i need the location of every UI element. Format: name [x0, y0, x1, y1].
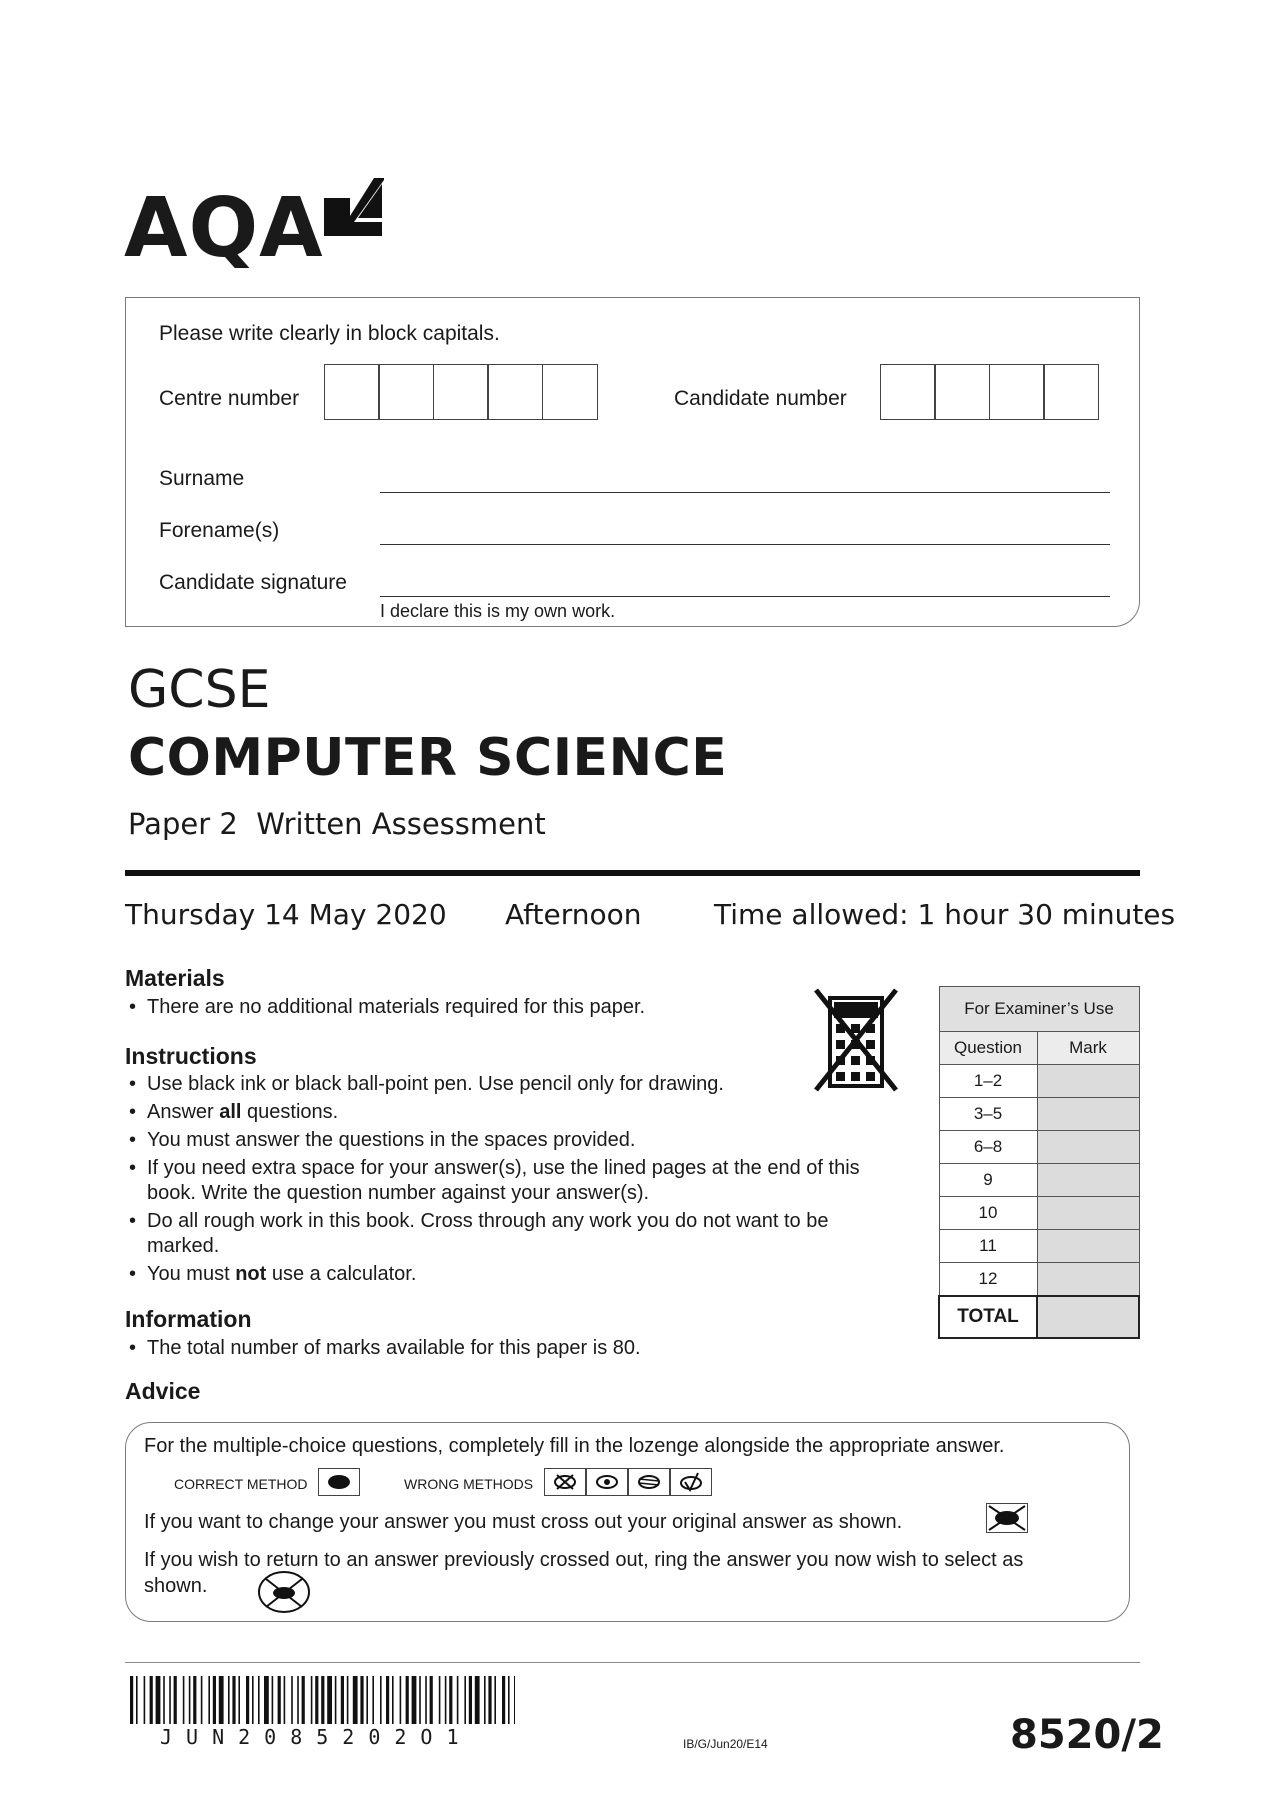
examiner-use-table: [938, 986, 1140, 1339]
barcode-text: JUN2085202O1: [160, 1725, 473, 1749]
logo-mark-icon: [324, 178, 384, 238]
question-column-header: Question: [939, 1032, 1037, 1065]
list-item: • Use black ink or black ball-point pen. Use pencil only for drawing.: [125, 1072, 905, 1097]
information-heading: Information: [125, 1306, 252, 1332]
declaration-text: I declare this is my own work.: [380, 601, 616, 621]
list-item: • You must not use a calculator.: [125, 1262, 905, 1287]
paper-title: Paper 2 Written Assessment: [128, 807, 546, 841]
ringed-lozenge-icon: [256, 1569, 312, 1615]
logo-text: AQA: [124, 181, 324, 276]
table-row: 11: [939, 1230, 1139, 1263]
wrong-methods-label: WRONG METHODS: [404, 1476, 534, 1492]
wrong-method-hatch: [628, 1468, 670, 1496]
list-item: • There are no additional materials required for this paper.: [125, 995, 805, 1020]
advice-box: [125, 1422, 1130, 1622]
list-item: • Answer all questions.: [125, 1100, 905, 1125]
hatched-lozenge-icon: [636, 1473, 662, 1491]
list-item: • Do all rough work in this book. Cross through any work you do not want to be marked.: [125, 1209, 887, 1259]
block-capitals-instruction: Please write clearly in block capitals.: [159, 322, 500, 345]
total-row: TOTAL: [939, 1296, 1139, 1338]
surname-field[interactable]: [380, 492, 1110, 493]
time-allowed: Time allowed: 1 hour 30 minutes: [714, 898, 1176, 931]
advice-line-2: If you want to change your answer you must cross out your original answer as shown.: [144, 1511, 903, 1533]
examiner-table-title: For Examiner’s Use: [939, 987, 1139, 1032]
table-row: 10: [939, 1197, 1139, 1230]
ticked-lozenge-icon: [678, 1472, 704, 1492]
wrong-method-cross: [544, 1468, 586, 1496]
list-item: • You must answer the questions in the spaces provided.: [125, 1128, 905, 1153]
table-row: 12: [939, 1263, 1139, 1297]
table-row: 3–5: [939, 1098, 1139, 1131]
correct-method-label: CORRECT METHOD: [174, 1476, 308, 1492]
paper-reference: IB/G/Jun20/E14: [683, 1737, 768, 1751]
barcode-icon: [130, 1676, 515, 1724]
title-rule: [125, 870, 1140, 876]
forename-field[interactable]: [380, 544, 1110, 545]
crossed-out-lozenge-icon: [987, 1504, 1027, 1532]
correct-method-lozenge: [318, 1468, 360, 1496]
footer-rule: [125, 1662, 1140, 1663]
crossed-out-example: [986, 1503, 1028, 1533]
wrong-method-dot: [586, 1468, 628, 1496]
subject-title: COMPUTER SCIENCE: [128, 728, 728, 788]
exam-session: Afternoon: [505, 898, 642, 931]
candidate-number-label: Candidate number: [674, 387, 847, 410]
table-row: 9: [939, 1164, 1139, 1197]
materials-list: [125, 995, 805, 1023]
qualification-level: GCSE: [128, 660, 271, 720]
advice-heading: Advice: [125, 1378, 201, 1404]
materials-heading: Materials: [125, 965, 225, 991]
forename-label: Forename(s): [159, 519, 280, 542]
wrong-method-tick: [670, 1468, 712, 1496]
crossed-lozenge-icon: [552, 1473, 578, 1491]
centre-number-boxes[interactable]: [325, 364, 598, 420]
candidate-details-box: [125, 297, 1140, 627]
paper-code: 8520/2: [1010, 1712, 1164, 1758]
information-list: [125, 1336, 825, 1364]
advice-line-3a: If you wish to return to an answer previously crossed out, ring the answer you now wish to select as: [144, 1549, 1024, 1571]
instructions-heading: Instructions: [125, 1043, 257, 1069]
dotted-lozenge-icon: [594, 1473, 620, 1491]
centre-number-label: Centre number: [159, 387, 300, 410]
filled-lozenge-icon: [326, 1474, 352, 1490]
advice-line-1: For the multiple-choice questions, completely fill in the lozenge alongside the appropriate answer.: [144, 1435, 1005, 1457]
exam-date: Thursday 14 May 2020: [125, 898, 447, 931]
surname-label: Surname: [159, 467, 245, 490]
candidate-number-boxes[interactable]: [881, 364, 1099, 420]
mark-column-header: Mark: [1037, 1032, 1139, 1065]
list-item: • If you need extra space for your answer(s), use the lined pages at the end of this book. Write the question number against your answer(s).: [125, 1156, 907, 1206]
signature-label: Candidate signature: [159, 571, 347, 594]
list-item: • The total number of marks available for this paper is 80.: [125, 1336, 825, 1361]
instructions-list: [125, 1072, 905, 1290]
table-row: 1–2: [939, 1065, 1139, 1098]
signature-field[interactable]: [380, 596, 1110, 597]
advice-line-3b: shown.: [144, 1575, 208, 1597]
table-row: 6–8: [939, 1131, 1139, 1164]
